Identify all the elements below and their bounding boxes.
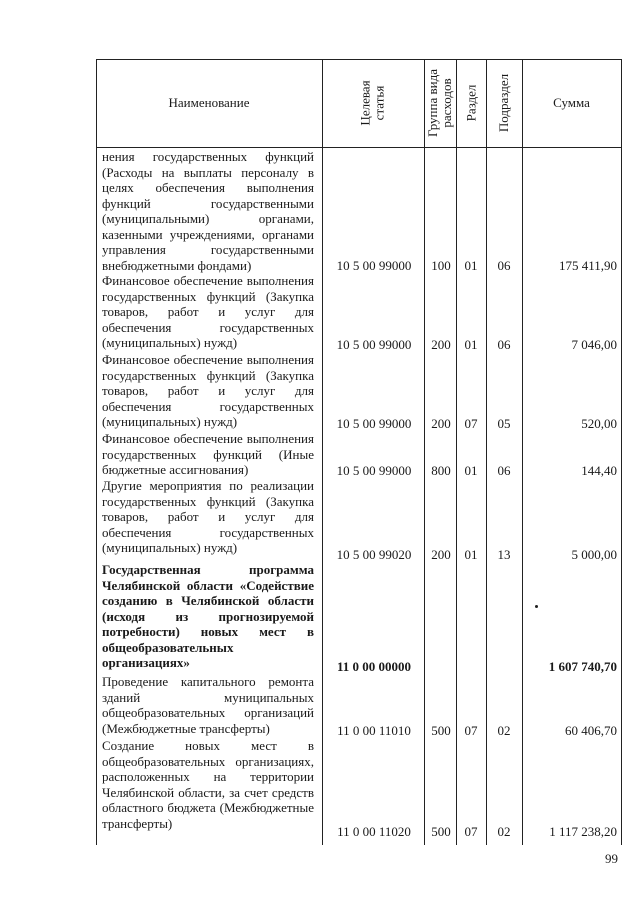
page-number: 99 xyxy=(605,851,618,866)
row-name: Финансовое обеспечение выполнения государственных функций (Закупка товаров, работ и услуг для обеспечения государственных (муниципальных) нужд) xyxy=(102,352,314,429)
row-code: 11 0 00 00000 xyxy=(336,658,412,674)
row-subsection: 06 xyxy=(497,257,511,273)
row-name: Финансовое обеспечение выполнения государственных функций (Иные бюджетные ассигнования) xyxy=(102,431,314,477)
row-code: 10 5 00 99000 xyxy=(336,415,412,431)
row-group: 500 xyxy=(431,823,451,839)
row-group: 500 xyxy=(431,722,451,738)
header-target xyxy=(322,59,424,147)
header-group-line2: расходов xyxy=(439,78,455,128)
budget-table xyxy=(96,59,622,845)
header-target-label xyxy=(359,80,387,125)
row-sum: 1 607 740,70 xyxy=(548,658,617,674)
row-code: 10 5 00 99000 xyxy=(336,257,412,273)
row-group: 800 xyxy=(431,462,451,478)
row-sum: 5 000,00 xyxy=(571,546,617,562)
row-sum: 7 046,00 xyxy=(571,336,617,352)
table-row xyxy=(96,478,622,562)
header-subsection xyxy=(486,59,522,147)
row-name: Создание новых мест в общеобразовательных организациях, расположенных на территории Челябинской области, за счет средств областного бюджета (Межбюджетные трансферты) xyxy=(102,738,314,831)
header-sum-label: Сумма xyxy=(553,95,590,110)
row-section: 01 xyxy=(464,462,478,478)
row-group: 200 xyxy=(431,336,451,352)
header-section xyxy=(456,59,486,147)
row-sum: 60 406,70 xyxy=(565,722,617,738)
row-subsection: 06 xyxy=(497,462,511,478)
row-name: Финансовое обеспечение выполнения государственных функций (Закупка товаров, работ и услуг для обеспечения государственных (муниципальных) нужд) xyxy=(102,273,314,350)
row-code: 10 5 00 99020 xyxy=(336,546,412,562)
row-sum: 520,00 xyxy=(581,415,617,431)
header-group-line1: Группа вида xyxy=(425,69,441,137)
header-subsection-label: Подраздел xyxy=(496,73,512,133)
header-target-line1: Целевая xyxy=(357,80,373,126)
row-section: 07 xyxy=(464,415,478,431)
table-row-program xyxy=(96,562,622,674)
row-code: 10 5 00 99000 xyxy=(336,336,412,352)
table-row xyxy=(96,149,622,273)
header-section-label: Раздел xyxy=(463,84,478,122)
row-section: 01 xyxy=(464,546,478,562)
header-group-label xyxy=(426,69,454,137)
row-section: 01 xyxy=(464,336,478,352)
row-subsection: 02 xyxy=(497,722,511,738)
row-section: 07 xyxy=(464,722,478,738)
row-name: нения государственных функций (Расходы на выплаты персоналу в целях обеспечения выполнения функций государственными (муниципальными) органами, казенными учреждениями, органами управления государственными внебюджетными фондами) xyxy=(102,149,314,273)
table-row xyxy=(96,738,622,839)
row-group: 200 xyxy=(431,415,451,431)
header-name-label: Наименование xyxy=(168,95,250,110)
row-code: 10 5 00 99000 xyxy=(336,462,412,478)
row-code: 11 0 00 11020 xyxy=(337,823,411,839)
row-subsection: 05 xyxy=(497,415,511,431)
header-sum xyxy=(522,59,621,147)
row-section: 01 xyxy=(464,257,478,273)
header-name xyxy=(96,59,322,147)
row-code: 11 0 00 11010 xyxy=(337,722,411,738)
header-target-line2: статья xyxy=(371,85,387,121)
row-group: 200 xyxy=(431,546,451,562)
table-row xyxy=(96,431,622,478)
row-name: Государственная программа Челябинской области «Содействие созданию в Челябинской области (исходя из прогнозируемой потребности) новых мест в общеобразовательных организациях» xyxy=(102,562,314,670)
row-name: Проведение капитального ремонта зданий муниципальных общеобразовательных организаций (Межбюджетные трансферты) xyxy=(102,674,314,736)
row-subsection: 02 xyxy=(497,823,511,839)
row-subsection: 13 xyxy=(497,546,511,562)
header-bottom-border xyxy=(96,147,622,148)
row-name: Другие мероприятия по реализации государственных функций (Закупка товаров, работ и услуг для обеспечения государственных (муниципальных) нужд) xyxy=(102,478,314,555)
header-group xyxy=(424,59,456,147)
row-sum: 144,40 xyxy=(581,462,617,478)
row-group: 100 xyxy=(431,257,451,273)
table-row xyxy=(96,352,622,431)
table-row xyxy=(96,273,622,352)
scan-dot xyxy=(535,605,538,608)
row-section: 07 xyxy=(464,823,478,839)
row-sum: 1 117 238,20 xyxy=(549,823,617,839)
row-sum: 175 411,90 xyxy=(558,257,617,273)
row-subsection: 06 xyxy=(497,336,511,352)
table-row xyxy=(96,674,622,738)
